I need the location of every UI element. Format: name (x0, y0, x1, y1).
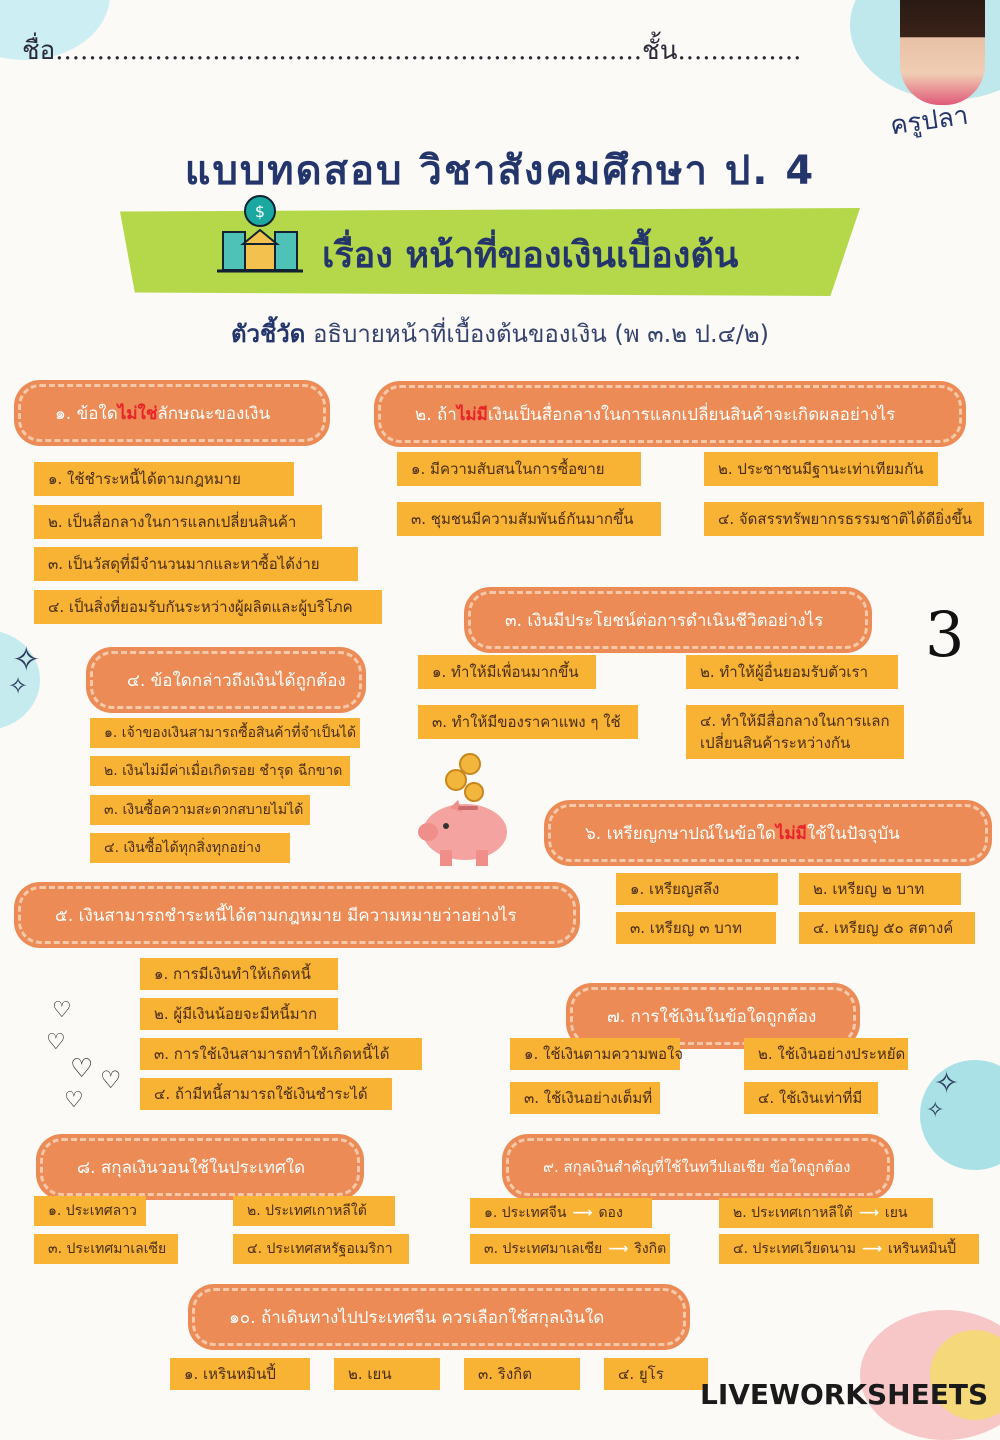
q3-option-4[interactable]: ๔. ทำให้มีสื่อกลางในการแลกเปลี่ยนสินค้าระหว่างกัน (686, 705, 904, 759)
q2-option-1[interactable]: ๑. มีความสับสนในการซื้อขาย (397, 452, 641, 486)
q10-option-1[interactable]: ๑. เหรินหมินปี้ (170, 1358, 310, 1390)
q3-option-2[interactable]: ๒. ทำให้ผู้อื่นยอมรับตัวเรา (686, 655, 898, 689)
q8-option-3[interactable]: ๓. ประเทศมาเลเซีย (34, 1234, 178, 1264)
topic-title: เรื่อง หน้าที่ของเงินเบื้องต้น (322, 235, 739, 276)
svg-text:$: $ (254, 202, 266, 221)
decor-scribble-icon: 3 (925, 598, 965, 671)
question-9: ๙. สกุลเงินสำคัญที่ใช้ในทวีปเอเชีย ข้อใดถูกต้อง (506, 1138, 890, 1196)
q8-option-2[interactable]: ๒. ประเทศเกาหลีใต้ (233, 1196, 395, 1226)
arrow-icon: ⟶ (608, 1241, 629, 1257)
q5-option-4[interactable]: ๔. ถ้ามีหนี้สามารถใช้เงินชำระได้ (140, 1078, 392, 1110)
q3-option-3[interactable]: ๓. ทำให้มีของราคาแพง ๆ ใช้ (418, 705, 638, 739)
question-7: ๗. การใช้เงินในข้อใดถูกต้อง (570, 987, 856, 1045)
q1-option-1[interactable]: ๑. ใช้ชำระหนี้ได้ตามกฎหมาย (34, 462, 294, 496)
heart-icon: ♡ (46, 1030, 66, 1055)
arrow-icon: ⟶ (858, 1205, 879, 1221)
question-3: ๓. เงินมีประโยชน์ต่อการดำเนินชีวิตอย่างไร (468, 591, 868, 649)
question-10: ๑๐. ถ้าเดินทางไปประเทศจีน ควรเลือกใช้สกุลเงินใด (192, 1288, 686, 1346)
q4-option-3[interactable]: ๓. เงินซื้อความสะดวกสบายไม่ได้ (90, 795, 310, 825)
sparkle-icon: ✧ (934, 1066, 960, 1101)
question-8: ๘. สกุลเงินวอนใช้ในประเทศใด (40, 1138, 360, 1196)
page-title: แบบทดสอบ วิชาสังคมศึกษา ป. 4 (184, 148, 816, 194)
question-2: ๒. ถ้า ไม่มี เงินเป็นสื่อกลางในการแลกเปลี่ยนสินค้าจะเกิดผลอย่างไร (378, 385, 962, 443)
teacher-label: ครูปลา (888, 100, 971, 142)
sparkle-icon: ✧ (8, 672, 29, 700)
q7-option-2[interactable]: ๒. ใช้เงินอย่างประหยัด (744, 1038, 908, 1070)
q5-option-2[interactable]: ๒. ผู้มีเงินน้อยจะมีหนี้มาก (140, 998, 338, 1030)
q7-option-1[interactable]: ๑. ใช้เงินตามความพอใจ (510, 1038, 680, 1070)
question-6: ๖. เหรียญกษาปณ์ในข้อใด ไม่มี ใช้ในปัจจุบัน (548, 804, 988, 862)
building-money-icon (215, 194, 305, 274)
q4-option-2[interactable]: ๒. เงินไม่มีค่าเมื่อเกิดรอย ชำรุด ฉีกขาด (90, 756, 350, 786)
q6-option-1[interactable]: ๑. เหรียญสลึง (616, 873, 778, 905)
q5-option-1[interactable]: ๑. การมีเงินทำให้เกิดหนี้ (140, 958, 338, 990)
q8-option-1[interactable]: ๑. ประเทศลาว (34, 1196, 146, 1226)
q1-option-2[interactable]: ๒. เป็นสื่อกลางในการแลกเปลี่ยนสินค้า (34, 505, 322, 539)
q9-option-4[interactable]: ๔. ประเทศเวียดนาม ⟶ เหรินหมินปี้ (719, 1234, 979, 1264)
q10-option-2[interactable]: ๒. เยน (334, 1358, 440, 1390)
q1-option-3[interactable]: ๓. เป็นวัสดุที่มีจำนวนมากและหาซื้อได้ง่าย (34, 547, 358, 581)
question-5: ๕. เงินสามารถชำระหนี้ได้ตามกฎหมาย มีความหมายว่าอย่างไร (18, 886, 576, 944)
teacher-avatar (900, 0, 985, 105)
q2-option-3[interactable]: ๓. ชุมชนมีความสัมพันธ์กันมากขึ้น (397, 502, 661, 536)
heart-icon: ♡ (52, 998, 72, 1023)
heart-icon: ♡ (70, 1054, 94, 1084)
question-1: ๑. ข้อใด ไม่ใช่ ลักษณะของเงิน (18, 384, 326, 442)
q3-option-1[interactable]: ๑. ทำให้มีเพื่อนมากขึ้น (418, 655, 596, 689)
arrow-icon: ⟶ (861, 1241, 883, 1257)
q10-option-4[interactable]: ๔. ยูโร (604, 1358, 708, 1390)
sparkle-icon: ✧ (926, 1098, 945, 1123)
q4-option-4[interactable]: ๔. เงินซื้อได้ทุกสิ่งทุกอย่าง (90, 833, 290, 863)
name-class-line: ชื่อ.......................................................................ชั้น............... (22, 36, 802, 66)
liveworksheets-logo: LIVEWORKSHEETS (700, 1378, 989, 1411)
heart-icon: ♡ (100, 1066, 122, 1094)
indicator-text: อธิบายหน้าที่เบื้องต้นของเงิน (พ ๓.๒ ป.๔/๒) (313, 320, 770, 348)
arrow-icon: ⟶ (572, 1205, 593, 1221)
q7-option-4[interactable]: ๔. ใช้เงินเท่าที่มี (744, 1082, 878, 1114)
q9-option-3[interactable]: ๓. ประเทศมาเลเซีย ⟶ ริงกิต (470, 1234, 670, 1264)
indicator-label: ตัวชี้วัด (230, 320, 306, 348)
q6-option-4[interactable]: ๔. เหรียญ ๕๐ สตางค์ (799, 912, 975, 944)
q6-option-3[interactable]: ๓. เหรียญ ๓ บาท (616, 912, 776, 944)
q6-option-2[interactable]: ๒. เหรียญ ๒ บาท (799, 873, 961, 905)
q9-option-1[interactable]: ๑. ประเทศจีน ⟶ ดอง (470, 1198, 652, 1228)
q5-option-3[interactable]: ๓. การใช้เงินสามารถทำให้เกิดหนี้ได้ (140, 1038, 422, 1070)
q2-option-4[interactable]: ๔. จัดสรรทรัพยากรธรรมชาติได้ดียิ่งขึ้น (704, 502, 984, 536)
q4-option-1[interactable]: ๑. เจ้าของเงินสามารถซื้อสินค้าที่จำเป็นได้ (90, 718, 360, 748)
sparkle-icon: ✧ (12, 640, 41, 680)
q9-option-2[interactable]: ๒. ประเทศเกาหลีใต้ ⟶ เยน (719, 1198, 933, 1228)
heart-icon: ♡ (64, 1088, 84, 1113)
question-4: ๔. ข้อใดกล่าวถึงเงินได้ถูกต้อง (90, 651, 362, 709)
indicator-line (0, 314, 1000, 353)
q10-option-3[interactable]: ๓. ริงกิต (464, 1358, 580, 1390)
q1-option-4[interactable]: ๔. เป็นสิ่งที่ยอมรับกันระหว่างผู้ผลิตและผู้บริโภค (34, 590, 382, 624)
q8-option-4[interactable]: ๔. ประเทศสหรัฐอเมริกา (233, 1234, 409, 1264)
piggy-bank-icon (410, 750, 520, 870)
q7-option-3[interactable]: ๓. ใช้เงินอย่างเต็มที่ (510, 1082, 660, 1114)
q2-option-2[interactable]: ๒. ประชาชนมีฐานะเท่าเทียมกัน (704, 452, 938, 486)
